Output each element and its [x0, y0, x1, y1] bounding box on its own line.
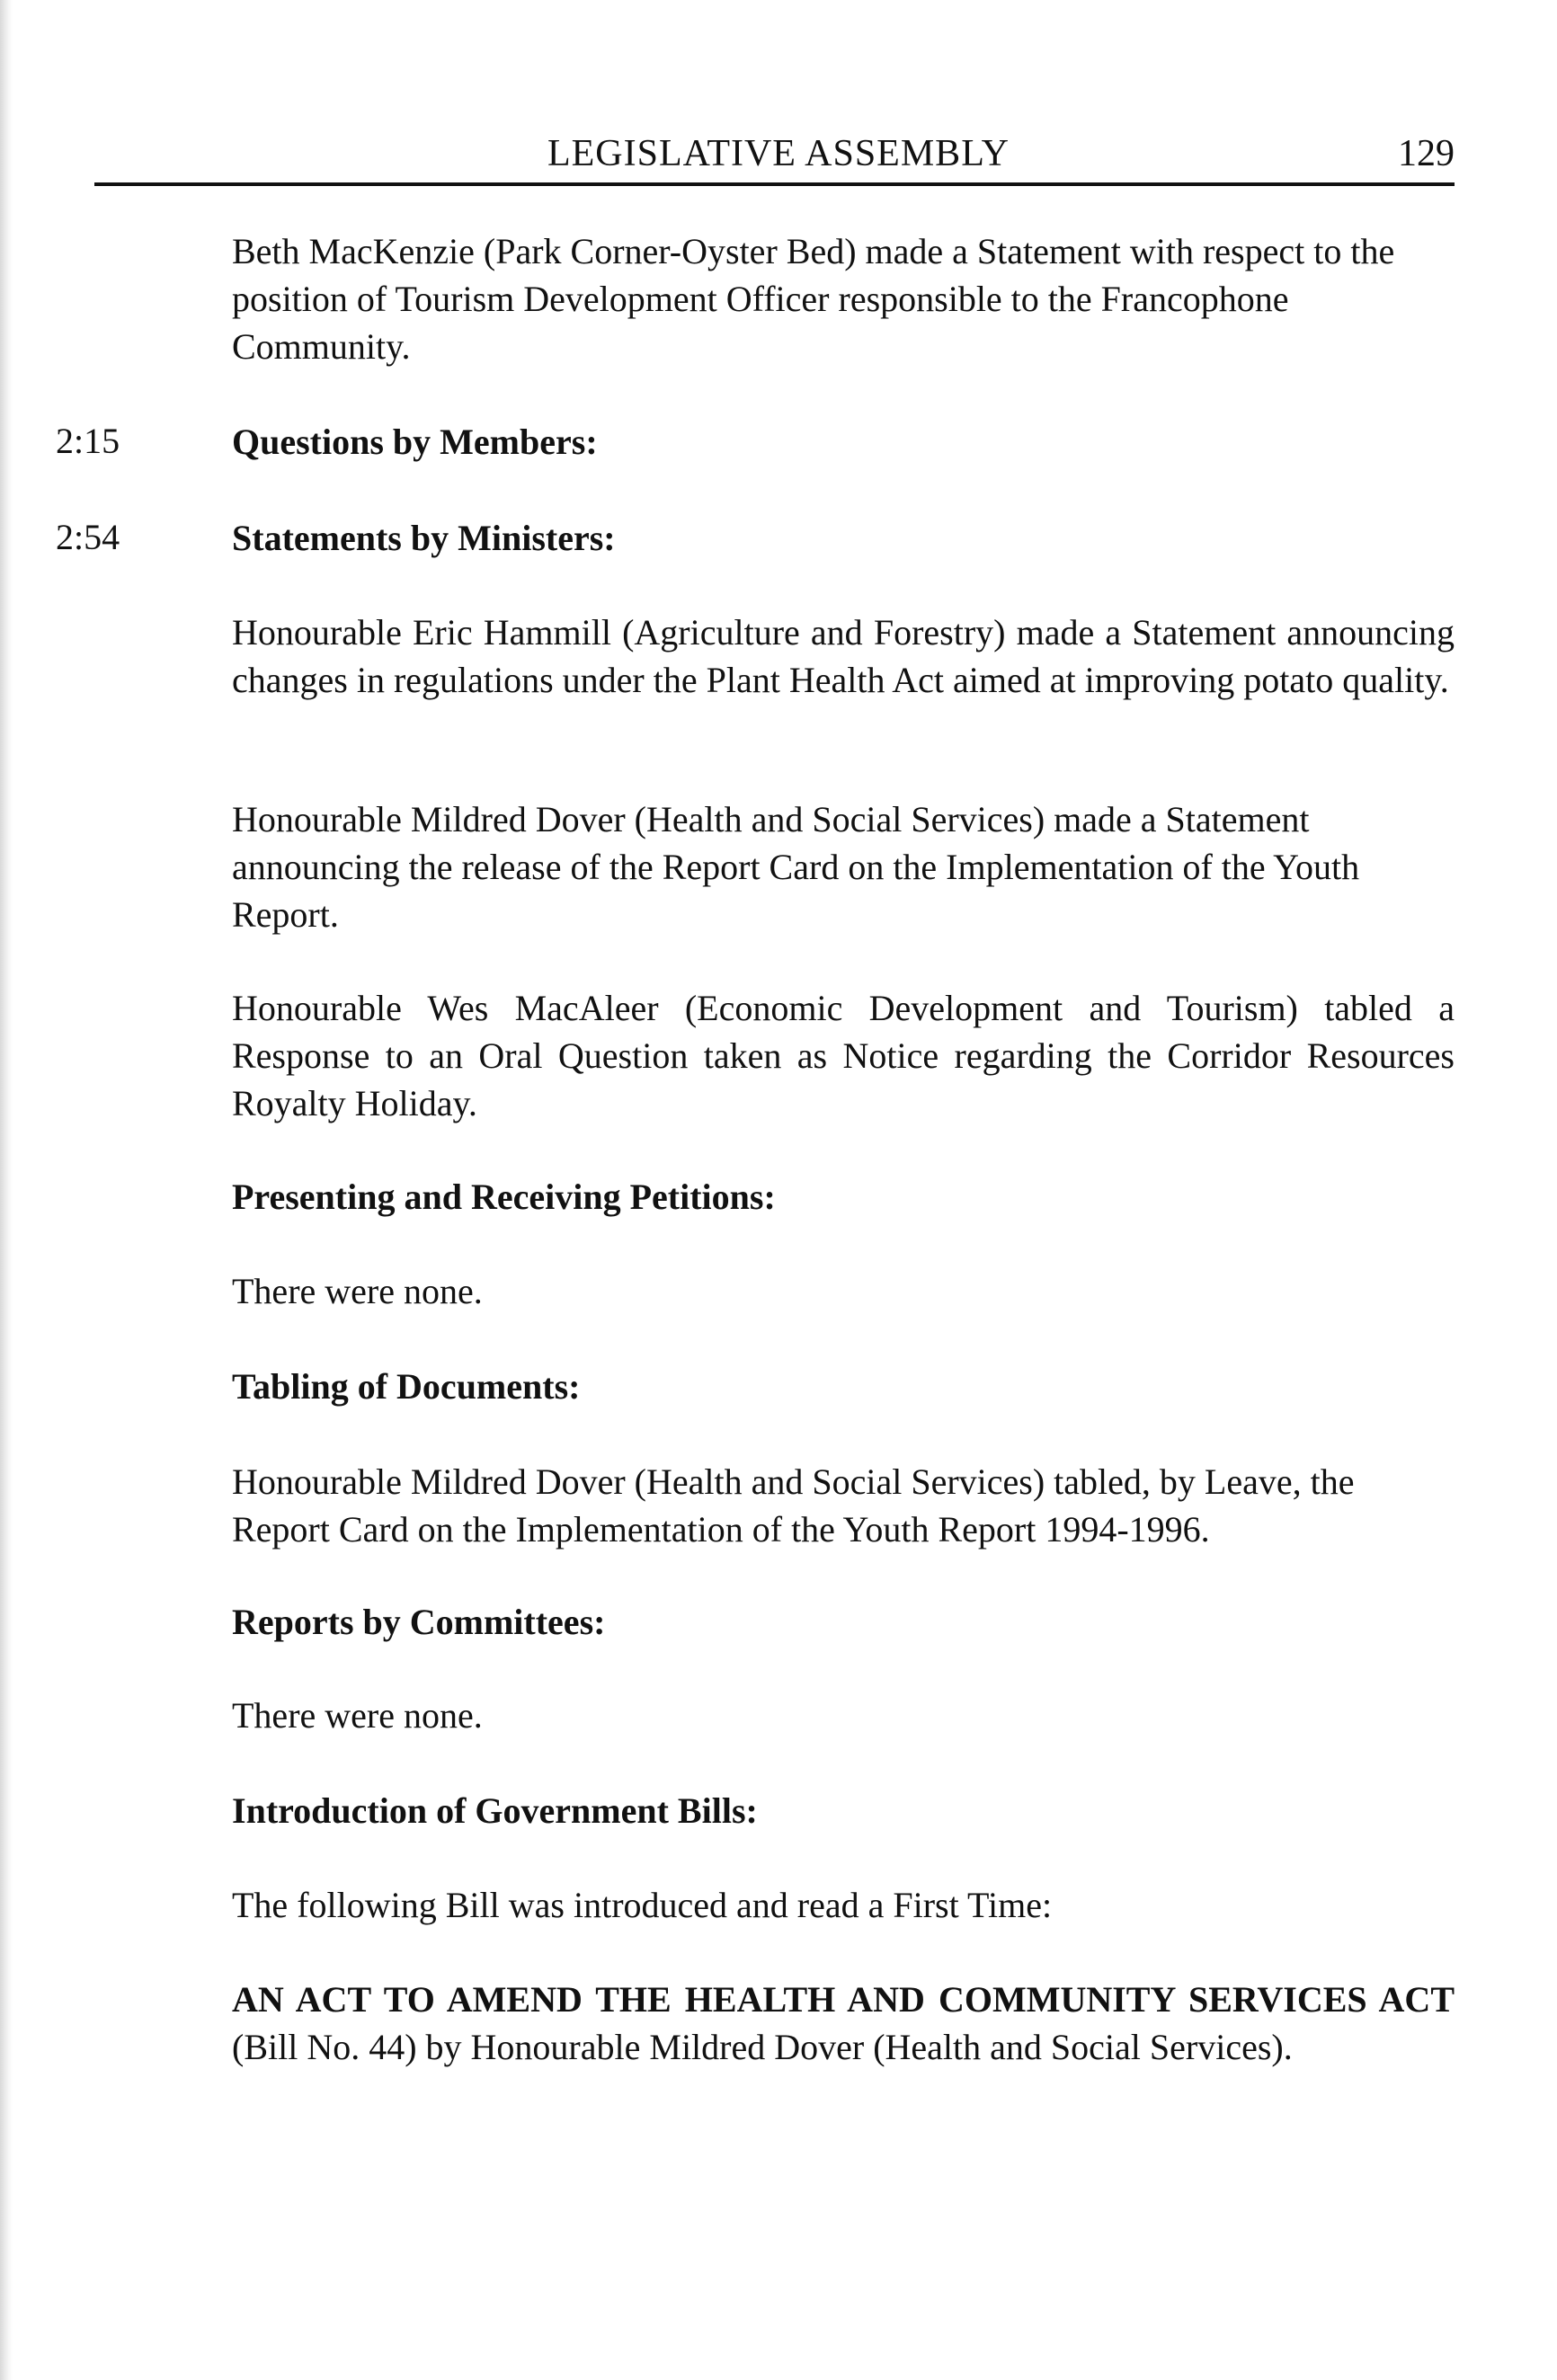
heading-tabling-of-documents: Tabling of Documents: [232, 1366, 581, 1407]
paragraph-mackenzie-statement: Beth MacKenzie (Park Corner-Oyster Bed) made a Statement with respect to the position of Tourism Development Officer responsible to the Francophone Community. [232, 231, 1395, 367]
petitions-none-text: There were none. [232, 1271, 483, 1311]
page-number: 129 [1398, 133, 1455, 174]
time-marker-statements: 2:54 [56, 517, 120, 557]
heading-statements-by-ministers: Statements by Ministers: [232, 518, 616, 558]
bills-intro-text: The following Bill was introduced and read a First Time: [232, 1885, 1053, 1925]
heading-reports-by-committees: Reports by Committees: [232, 1602, 606, 1642]
paragraph-dover-statement: Honourable Mildred Dover (Health and Social Services) made a Statement announcing the release of the Report Card on the Implementation of the Youth Report. [232, 799, 1360, 935]
page-edge-shadow [0, 0, 13, 2380]
bill-title: AN ACT TO AMEND THE HEALTH AND COMMUNITY SERVICES ACT [232, 1979, 1455, 2020]
committees-none-text: There were none. [232, 1695, 483, 1736]
time-marker-questions: 2:15 [56, 421, 120, 461]
paragraph-tabling: Honourable Mildred Dover (Health and Social Services) tabled, by Leave, the Report Card on the Implementation of the Youth Report 1994-1996. [232, 1461, 1355, 1550]
paragraph-macaleer-response: Honourable Wes MacAleer (Economic Development and Tourism) tabled a Response to an Oral Question taken as Notice regarding the Corridor Resources Royalty Holiday. [232, 988, 1455, 1123]
heading-petitions: Presenting and Receiving Petitions: [232, 1177, 776, 1217]
paragraph-hammill-statement: Honourable Eric Hammill (Agriculture and Forestry) made a Statement announcing changes in regulations under the Plant Health Act aimed at improving potato quality. [232, 612, 1455, 700]
heading-questions-by-members: Questions by Members: [232, 422, 598, 462]
header-rule [94, 182, 1455, 186]
running-header-title: LEGISLATIVE ASSEMBLY [547, 133, 1010, 174]
bill-details: (Bill No. 44) by Honourable Mildred Dover (Health and Social Services). [232, 2027, 1293, 2067]
heading-introduction-of-bills: Introduction of Government Bills: [232, 1790, 758, 1831]
bill-entry [232, 1976, 1455, 2071]
